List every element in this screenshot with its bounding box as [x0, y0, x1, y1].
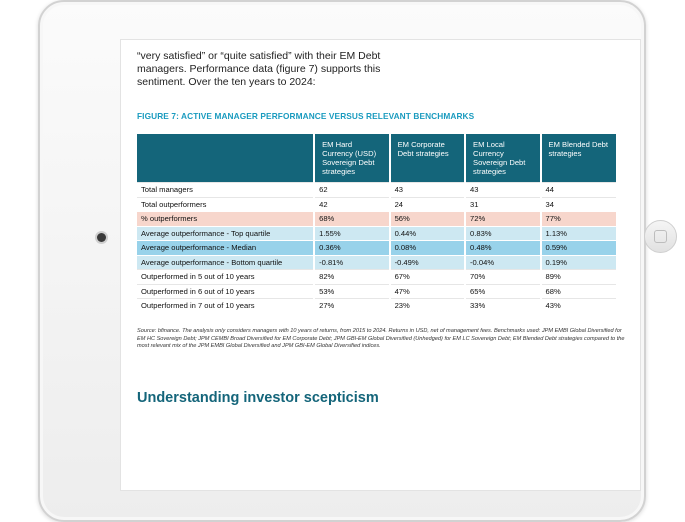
- table-cell: 0.59%: [541, 241, 617, 256]
- row-label: Total managers: [137, 183, 314, 198]
- table-cell: 53%: [314, 284, 389, 299]
- table-cell: 62: [314, 183, 389, 198]
- table-cell: 72%: [465, 212, 540, 227]
- table-cell: 56%: [390, 212, 465, 227]
- table-row: [137, 270, 616, 285]
- header-blended: EM Blended Debt strategies: [541, 134, 617, 183]
- table-row: [137, 183, 616, 198]
- table-cell: 24: [390, 197, 465, 212]
- table-cell: 1.55%: [314, 226, 389, 241]
- row-label: Average outperformance - Top quartile: [137, 226, 314, 241]
- table-cell: 42: [314, 197, 389, 212]
- table-cell: 33%: [465, 299, 540, 313]
- table-cell: 0.36%: [314, 241, 389, 256]
- source-note: Source: bfinance. The analysis only considers managers with 10 years of returns, from 2015 to 2024. Returns in USD, net of management fees. Benchmarks used: JPM EMBI Global Diversified for EM HC Sovereign Debt; JPM CEMBI Broad Diversified for EM Corporate Debt; JPM GBI-EM Global Diversified (Unhedged) for EM LC Sovereign Debt; EM Blended Debt strategies compared to the most relevant mix of the JPM EMBI Global Diversified and JPM GBI-EM Global Diversified indices.: [137, 328, 625, 350]
- table-cell: 67%: [390, 270, 465, 285]
- table-cell: 82%: [314, 270, 389, 285]
- table-cell: 0.48%: [465, 241, 540, 256]
- table-cell: 47%: [390, 284, 465, 299]
- row-label: Outperformed in 6 out of 10 years: [137, 284, 314, 299]
- table-cell: 89%: [541, 270, 617, 285]
- header-local-currency: EM Local Currency Sovereign Debt strategies: [465, 134, 540, 183]
- section-heading: Understanding investor scepticism: [137, 390, 379, 406]
- performance-table: [137, 134, 616, 313]
- table-row: [137, 299, 616, 313]
- table-row: [137, 226, 616, 241]
- tablet-frame: [38, 0, 646, 522]
- table-cell: -0.04%: [465, 255, 540, 270]
- row-label: % outperformers: [137, 212, 314, 227]
- table-cell: 0.19%: [541, 255, 617, 270]
- row-label: Outperformed in 7 out of 10 years: [137, 299, 314, 313]
- header-corporate: EM Corporate Debt strategies: [390, 134, 465, 183]
- table-row: [137, 241, 616, 256]
- intro-paragraph: “very satisfied” or “quite satisfied” with their EM Debt managers. Performance data (figure 7) supports this sentiment. Over the ten years to 2024:: [137, 50, 381, 88]
- table-row: [137, 197, 616, 212]
- table-cell: 34: [541, 197, 617, 212]
- row-label: Average outperformance - Median: [137, 241, 314, 256]
- row-label: Total outperformers: [137, 197, 314, 212]
- table-cell: -0.81%: [314, 255, 389, 270]
- table-cell: 23%: [390, 299, 465, 313]
- row-label: Average outperformance - Bottom quartile: [137, 255, 314, 270]
- table-cell: -0.49%: [390, 255, 465, 270]
- table-cell: 43: [390, 183, 465, 198]
- screen: [120, 39, 641, 491]
- home-button[interactable]: [644, 220, 677, 253]
- table-cell: 1.13%: [541, 226, 617, 241]
- camera-icon: [97, 233, 106, 242]
- row-label: Outperformed in 5 out of 10 years: [137, 270, 314, 285]
- table-cell: 68%: [314, 212, 389, 227]
- table-cell: 43%: [541, 299, 617, 313]
- table-header-row: [137, 134, 616, 183]
- table-row: [137, 255, 616, 270]
- table-cell: 43: [465, 183, 540, 198]
- table-cell: 65%: [465, 284, 540, 299]
- table-cell: 0.44%: [390, 226, 465, 241]
- table-cell: 70%: [465, 270, 540, 285]
- table-row: [137, 284, 616, 299]
- table-cell: 31: [465, 197, 540, 212]
- table-cell: 0.83%: [465, 226, 540, 241]
- table-cell: 0.08%: [390, 241, 465, 256]
- figure-title: FIGURE 7: ACTIVE MANAGER PERFORMANCE VERSUS RELEVANT BENCHMARKS: [137, 111, 475, 121]
- table-cell: 27%: [314, 299, 389, 313]
- table-cell: 68%: [541, 284, 617, 299]
- table-cell: 44: [541, 183, 617, 198]
- home-button-icon: [654, 230, 667, 243]
- header-hard-currency: EM Hard Currency (USD) Sovereign Debt strategies: [314, 134, 389, 183]
- table-cell: 77%: [541, 212, 617, 227]
- table-row: [137, 212, 616, 227]
- header-blank: [137, 134, 314, 183]
